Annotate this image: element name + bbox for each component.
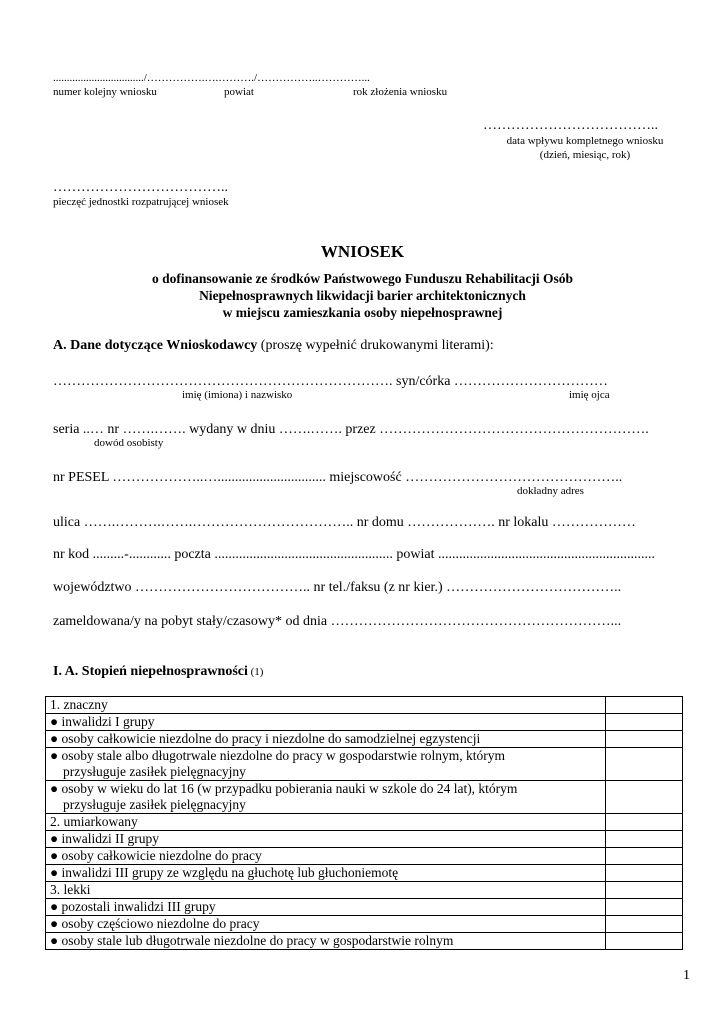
row-label: ● inwalidzi I grupy: [46, 714, 606, 731]
section-a-heading: [53, 338, 494, 354]
document-title: WNIOSEK: [320, 242, 405, 261]
checkbox-cell[interactable]: [606, 831, 683, 848]
section-ia-heading: [53, 664, 263, 680]
stamp-dots: ………………………………..: [53, 180, 228, 195]
receipt-dots: ………………………………..: [483, 118, 658, 133]
field-name-hint: imię (imiona) i nazwisko: [182, 389, 293, 401]
table-row: [46, 781, 683, 814]
row-label: ● inwalidzi III grupy ze względu na głuchotę lub głuchoniemotę: [46, 865, 606, 882]
checkbox-cell[interactable]: [606, 865, 683, 882]
subtitle-line-2: Niepełnosprawnych likwidacji barier architektonicznych: [199, 288, 526, 303]
reference-dots: ................................./…………….….………./……………..…………...: [53, 72, 370, 84]
row-label: ● osoby całkowicie niezdolne do pracy i niezdolne do samodzielnej egzystencji: [46, 731, 606, 748]
table-row: [46, 899, 683, 916]
checkbox-cell[interactable]: [606, 916, 683, 933]
field-name-row[interactable]: ………………………………………………………………. syn/córka ……………………………: [53, 374, 608, 389]
table-row: [46, 933, 683, 950]
field-pesel-row[interactable]: nr PESEL ………………..…............................... miejscowość ………………………………………..: [53, 470, 623, 485]
section-a-heading-note: (proszę wypełnić drukowanymi literami):: [257, 338, 494, 353]
table-row: [46, 814, 683, 831]
field-voivodeship-row[interactable]: województwo ……………………………….. nr tel./faksu (z nr kier.) ………………………………..: [53, 580, 622, 595]
row-label: ● osoby całkowicie niezdolne do pracy: [46, 848, 606, 865]
ref-label-year: rok złożenia wniosku: [353, 86, 448, 98]
field-id-row[interactable]: seria ..… nr …….……. wydany w dniu …….……. przez ………………………………………………….: [53, 422, 649, 437]
row-label: 1. znaczny: [46, 697, 606, 714]
section-ia-heading-bold: I. A. Stopień niepełnosprawności: [53, 664, 248, 679]
row-label-line-2: przysługuje zasiłek pielęgnacyjny: [63, 797, 246, 812]
checkbox-cell[interactable]: [606, 814, 683, 831]
table-row: [46, 882, 683, 899]
subtitle-line-3: w miejscu zamieszkania osoby niepełnosprawnej: [222, 305, 503, 320]
row-label: ● inwalidzi II grupy: [46, 831, 606, 848]
checkbox-cell[interactable]: [606, 748, 683, 781]
table-row: [46, 731, 683, 748]
table-row: [46, 848, 683, 865]
receipt-label-1: data wpływu kompletnego wniosku: [506, 135, 664, 147]
ref-label-number: numer kolejny wniosku: [53, 86, 157, 98]
stamp-label: pieczęć jednostki rozpatrującej wniosek: [53, 196, 229, 208]
row-label: 2. umiarkowany: [46, 814, 606, 831]
section-a-heading-bold: A. Dane dotyczące Wnioskodawcy: [53, 338, 258, 353]
checkbox-cell[interactable]: [606, 731, 683, 748]
table-row: [46, 697, 683, 714]
checkbox-cell[interactable]: [606, 933, 683, 950]
field-registered-row[interactable]: zameldowana/y na pobyt stały/czasowy* od dnia ……………………………………………………...: [53, 614, 622, 629]
row-label: ● osoby częściowo niezdolne do pracy: [46, 916, 606, 933]
table-row: [46, 831, 683, 848]
ref-label-district: powiat: [224, 86, 254, 98]
disability-degree-table: [45, 696, 683, 950]
checkbox-cell[interactable]: [606, 899, 683, 916]
row-label-line-1: ● osoby w wieku do lat 16 (w przypadku pobierania nauki w szkole do 24 lat), którym: [50, 781, 518, 796]
field-id-hint: dowód osobisty: [94, 437, 164, 449]
field-street-row[interactable]: ulica …….……….…….…………………………….. nr domu ………………. nr lokalu ………………: [53, 515, 636, 530]
row-label: ● osoby stale lub długotrwale niezdolne do pracy w gospodarstwie rolnym: [46, 933, 606, 950]
page-number: 1: [683, 968, 690, 983]
receipt-label-2: (dzień, miesiąc, rok): [539, 149, 631, 161]
table-row: [46, 748, 683, 781]
checkbox-cell[interactable]: [606, 697, 683, 714]
section-ia-heading-note: (1): [247, 666, 264, 678]
checkbox-cell[interactable]: [606, 882, 683, 899]
row-label: ● pozostali inwalidzi III grupy: [46, 899, 606, 916]
row-label: 3. lekki: [46, 882, 606, 899]
table-row: [46, 916, 683, 933]
field-address-hint: dokładny adres: [517, 485, 584, 497]
subtitle-line-1: o dofinansowanie ze środków Państwowego Funduszu Rehabilitacji Osób: [152, 271, 573, 286]
checkbox-cell[interactable]: [606, 848, 683, 865]
row-label: [46, 781, 606, 814]
checkbox-cell[interactable]: [606, 714, 683, 731]
checkbox-cell[interactable]: [606, 781, 683, 814]
row-label-line-1: ● osoby stale albo długotrwale niezdolne do pracy w gospodarstwie rolnym, którym: [50, 748, 506, 763]
table-row: [46, 714, 683, 731]
row-label-line-2: przysługuje zasiłek pielęgnacyjny: [63, 764, 246, 779]
table-row: [46, 865, 683, 882]
row-label: [46, 748, 606, 781]
field-postcode-row[interactable]: nr kod .........-............ poczta ................................................... powiat ..............................................................: [53, 547, 655, 562]
field-father-hint: imię ojca: [569, 389, 610, 401]
